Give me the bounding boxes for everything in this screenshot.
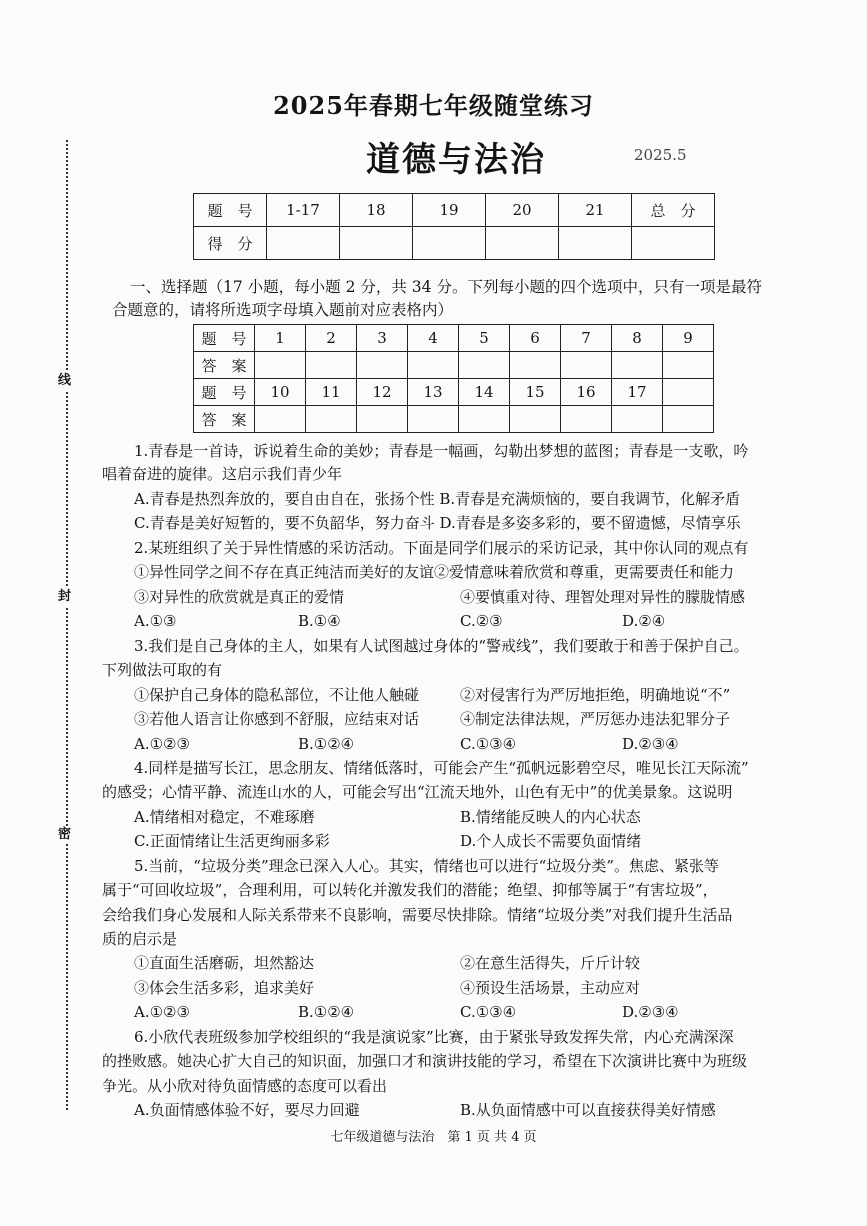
score-cell: 20 [486, 194, 559, 227]
score-input-cell[interactable] [632, 227, 715, 260]
answer-cell: 3 [357, 325, 408, 352]
answer-cell [663, 379, 714, 406]
q5-statement: ③体会生活多彩，追求美好 [134, 979, 315, 997]
answer-cell: 6 [510, 325, 561, 352]
q2-option-d: D.②④ [622, 612, 666, 630]
q5-option-b: B.①②④ [298, 1003, 355, 1021]
answer-cell: 12 [357, 379, 408, 406]
answer-input-cell[interactable] [663, 352, 714, 379]
answer-input-cell[interactable] [408, 406, 459, 433]
q4-stem: 的感受；心情平静、流连山水的人，可能会写出“江流天地外，山色有无中”的优美景象。这说明 [102, 783, 733, 801]
q3-statement: ②对侵害行为严厉地拒绝，明确地说“不” [460, 686, 731, 704]
answer-input-cell[interactable] [255, 352, 306, 379]
q5-statement: ①直面生活磨砺，坦然豁达 [134, 954, 315, 972]
subject-title: 道德与法治 [366, 140, 546, 180]
answer-input-cell[interactable] [510, 406, 561, 433]
q3-option-a: A.①②③ [134, 735, 190, 753]
q2-stem: 2.某班组织了关于异性情感的采访活动。下面是同学们展示的采访记录，其中你认同的观点有 [134, 539, 749, 557]
binding-label-xian: 线 [58, 373, 72, 388]
q5-option-a: A.①②③ [134, 1003, 190, 1021]
score-cell: 21 [559, 194, 632, 227]
q2-option-c: C.②③ [460, 612, 503, 630]
score-cell: 19 [413, 194, 486, 227]
q5-option-c: C.①③④ [460, 1003, 517, 1021]
answer-cell: 题 号 [194, 325, 255, 352]
q6-stem: 争光。从小欣对待负面情感的态度可以看出 [102, 1077, 388, 1095]
answer-cell: 7 [561, 325, 612, 352]
page-footer: 七年级道德与法治 第 1 页 共 4 页 [330, 1130, 537, 1145]
q2-statement: ①异性同学之间不存在真正纯洁而美好的友谊②爱情意味着欣赏和尊重，更需要责任和能力 [134, 563, 735, 581]
answer-input-cell[interactable] [357, 352, 408, 379]
exam-date: 2025.5 [634, 146, 687, 164]
answer-input-cell[interactable] [408, 352, 459, 379]
q3-statement: ③若他人语言让你感到不舒服，应结束对话 [134, 710, 420, 728]
q4-option-a: A.情绪相对稳定，不难琢磨 [134, 808, 315, 826]
answer-cell: 9 [663, 325, 714, 352]
q4-stem: 4.同样是描写长江，思念朋友、情绪低落时，可能会产生“孤帆远影碧空尽，唯见长江天际流” [134, 759, 749, 777]
answer-cell: 14 [459, 379, 510, 406]
answer-cell: 16 [561, 379, 612, 406]
answer-qnum-row [194, 325, 714, 352]
score-input-cell[interactable] [486, 227, 559, 260]
q6-stem: 的挫败感。她决心扩大自己的知识面，加强口才和演讲技能的学习，希望在下次演讲比赛中为班级 [102, 1052, 748, 1070]
q2-option-b: B.①④ [298, 612, 341, 630]
q3-option-c: C.①③④ [460, 735, 517, 753]
score-input-cell[interactable] [267, 227, 340, 260]
q3-option-d: D.②③④ [622, 735, 679, 753]
q4-option-b: B.情绪能反映人的内心状态 [460, 808, 641, 826]
exam-title: 2025年春期七年级随堂练习 [273, 91, 594, 120]
section-heading-line2: 合题意的，请将所选项字母填入题前对应表格内） [112, 301, 454, 319]
q5-stem: 会给我们身心发展和人际关系带来不良影响，需要尽快排除。情绪“垃圾分类”对我们提升生活品 [102, 906, 733, 924]
score-cell: 1-17 [267, 194, 340, 227]
answer-label: 答 案 [194, 406, 255, 433]
q1-stem: 1.青春是一首诗，诉说着生命的美妙；青春是一幅画，勾勒出梦想的蓝图；青春是一支歌，吟 [134, 442, 749, 460]
score-cell: 18 [340, 194, 413, 227]
q3-statement: ①保护自己身体的隐私部位，不让他人触碰 [134, 686, 420, 704]
answer-input-cell[interactable] [459, 406, 510, 433]
answer-cell: 1 [255, 325, 306, 352]
answer-input-cell[interactable] [306, 406, 357, 433]
score-value-row [194, 227, 715, 260]
answer-row [194, 406, 714, 433]
q1-option: A.青春是热烈奔放的，要自由自在，张扬个性 B.青春是充满烦恼的，要自我调节，化解矛盾 [134, 490, 741, 508]
q4-option-d: D.个人成长不需要负面情绪 [460, 832, 642, 850]
answer-input-cell[interactable] [255, 406, 306, 433]
answer-input-cell[interactable] [561, 352, 612, 379]
answer-cell: 5 [459, 325, 510, 352]
answer-input-cell[interactable] [561, 406, 612, 433]
answer-input-cell[interactable] [612, 406, 663, 433]
answer-cell: 11 [306, 379, 357, 406]
answer-cell: 15 [510, 379, 561, 406]
score-input-cell[interactable] [413, 227, 486, 260]
answer-cell: 10 [255, 379, 306, 406]
answer-cell: 题 号 [194, 379, 255, 406]
answer-cell: 13 [408, 379, 459, 406]
answer-input-cell[interactable] [510, 352, 561, 379]
q4-option-c: C.正面情绪让生活更绚丽多彩 [134, 832, 330, 850]
answer-input-cell[interactable] [357, 406, 408, 433]
answer-cell: 8 [612, 325, 663, 352]
q2-statement: ③对异性的欣赏就是真正的爱情 [134, 588, 345, 606]
answer-row [194, 352, 714, 379]
score-label: 得 分 [194, 227, 267, 260]
score-input-cell[interactable] [559, 227, 632, 260]
binding-label-mi: 密 [58, 827, 72, 842]
section-heading-line1: 一、选择题（17 小题，每小题 2 分，共 34 分。下列每小题的四个选项中，只有一项是最符 [130, 278, 762, 296]
q2-statement: ④要慎重对待、理智处理对异性的朦胧情感 [460, 588, 746, 606]
q3-option-b: B.①②④ [298, 735, 355, 753]
score-cell: 总 分 [632, 194, 715, 227]
q5-stem: 质的启示是 [102, 930, 178, 948]
binding-label-feng: 封 [58, 589, 72, 604]
answer-input-cell[interactable] [612, 352, 663, 379]
score-input-cell[interactable] [340, 227, 413, 260]
q1-option: C.青春是美好短暂的，要不负韶华，努力奋斗 D.青春是多姿多彩的，要不留遗憾，尽情享乐 [134, 514, 741, 532]
score-cell: 题 号 [194, 194, 267, 227]
q3-statement: ④制定法律法规，严厉惩办违法犯罪分子 [460, 710, 731, 728]
answer-input-cell[interactable] [306, 352, 357, 379]
q5-stem: 5.当前，“垃圾分类”理念已深入人心。其实，情绪也可以进行“垃圾分类”。焦虑、紧张等 [134, 857, 719, 875]
answer-input-cell[interactable] [663, 406, 714, 433]
q6-option-b: B.从负面情感中可以直接获得美好情感 [460, 1101, 716, 1119]
q5-stem: 属于“可回收垃圾”，合理利用，可以转化并激发我们的潜能；绝望、抑郁等属于“有害垃圾”， [102, 881, 718, 899]
q3-stem: 下列做法可取的有 [102, 661, 223, 679]
score-header-row [194, 194, 715, 227]
q5-statement: ④预设生活场景，主动应对 [460, 979, 641, 997]
answer-qnum-row [194, 379, 714, 406]
answer-cell: 4 [408, 325, 459, 352]
q2-option-a: A.①③ [134, 612, 177, 630]
q6-stem: 6.小欣代表班级参加学校组织的“我是演说家”比赛，由于紧张导致发挥失常，内心充满深深 [134, 1028, 734, 1046]
q5-option-d: D.②③④ [622, 1003, 679, 1021]
q6-option-a: A.负面情感体验不好，要尽力回避 [134, 1101, 360, 1119]
answer-table [193, 324, 714, 433]
answer-cell: 17 [612, 379, 663, 406]
q5-statement: ②在意生活得失，斤斤计较 [460, 954, 641, 972]
answer-label: 答 案 [194, 352, 255, 379]
answer-input-cell[interactable] [459, 352, 510, 379]
q3-stem: 3.我们是自己身体的主人，如果有人试图越过身体的“警戒线”，我们要敢于和善于保护自己。 [134, 637, 749, 655]
q1-stem: 唱着奋进的旋律。这启示我们青少年 [102, 465, 343, 483]
binding-line [66, 140, 68, 1110]
answer-cell: 2 [306, 325, 357, 352]
score-table [193, 193, 715, 260]
